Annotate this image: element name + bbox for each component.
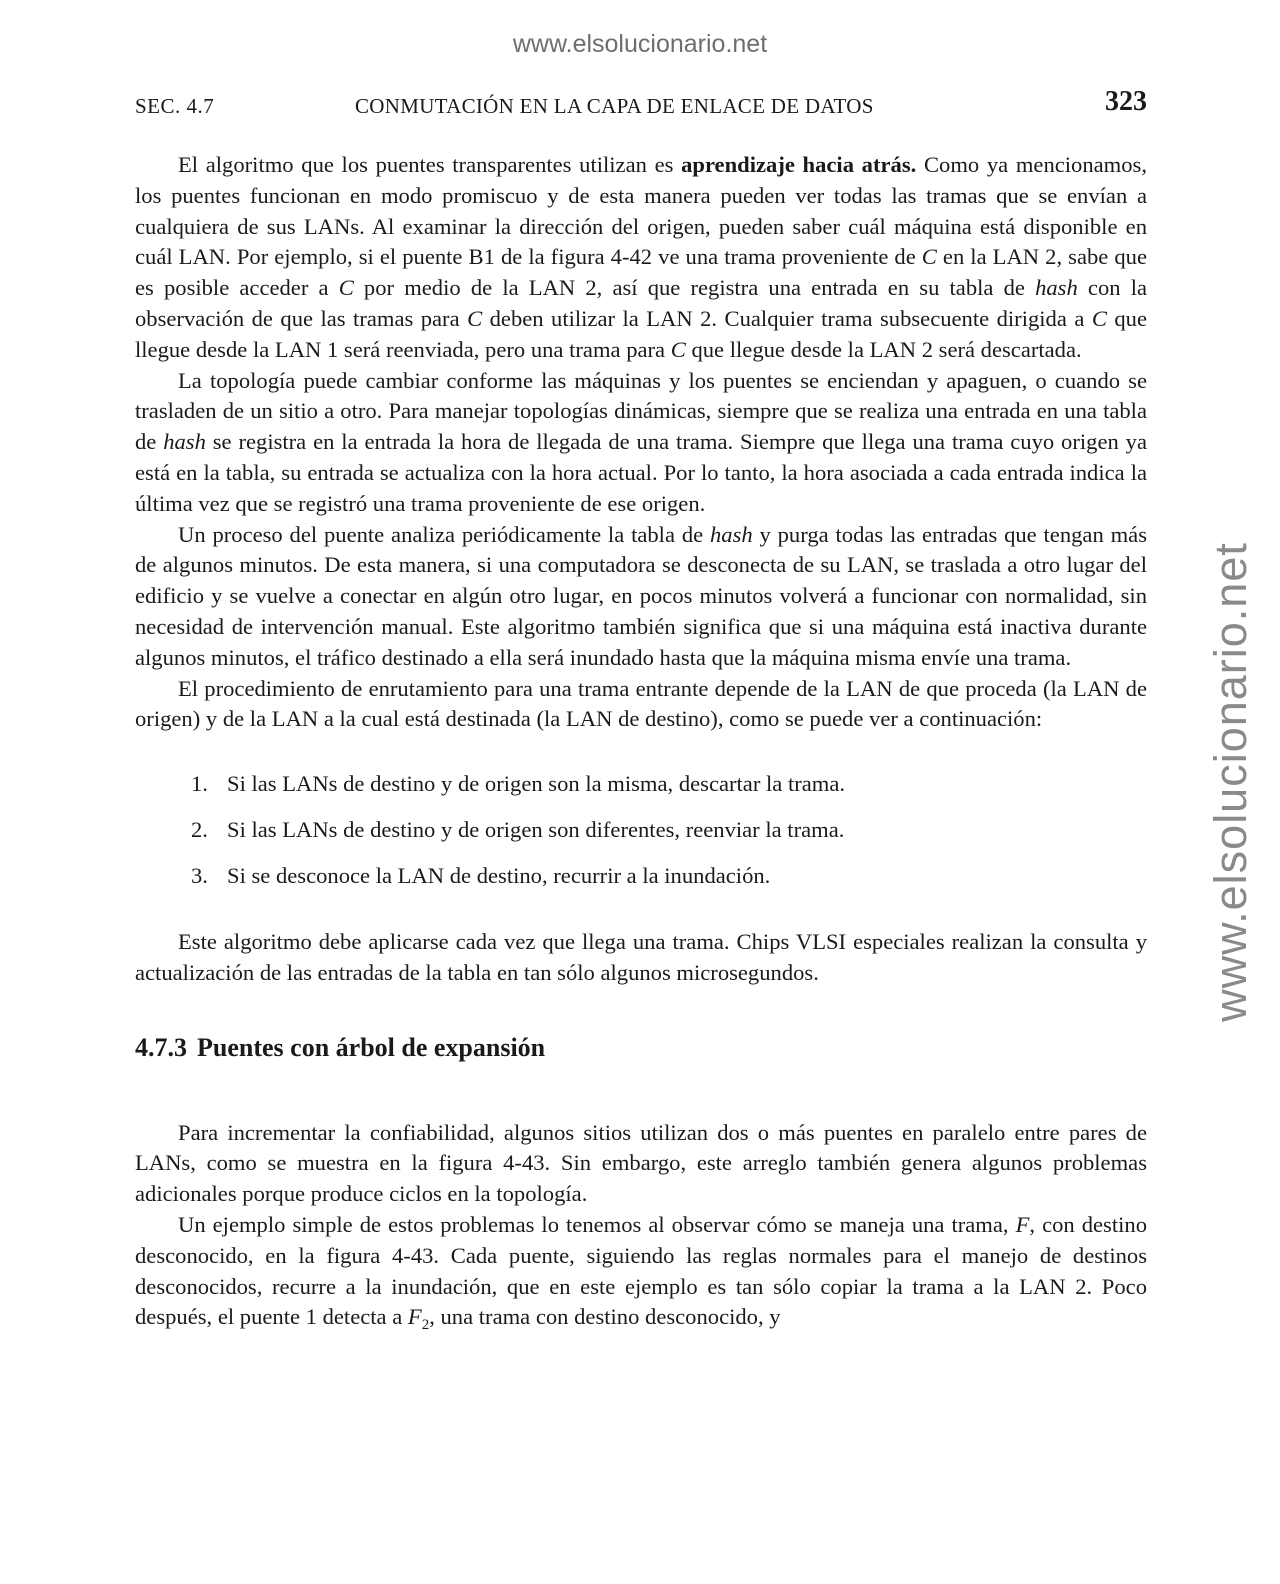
section-label: SEC. 4.7 [135, 94, 215, 118]
paragraph-1: El algoritmo que los puentes transparentes utilizan es aprendizaje hacia atrás. Como ya mencionamos, los puentes funcionan en modo promiscuo y de esta manera pueden ver todas las tramas que se envían a cualquiera de sus LANs. Al examinar la dirección del origen, pueden saber cuál máquina está disponible en cuál LAN. Por ejemplo, si el puente B1 de la figura 4-42 ve una trama proveniente de C en la LAN 2, sabe que es posible acceder a C por medio de la LAN 2, así que registra una entrada en su tabla de hash con la observación de que las tramas para C deben utilizar la LAN 2. Cualquier trama subsecuente dirigida a C que llegue desde la LAN 1 será reenviada, pero una trama para C que llegue desde la LAN 2 será descartada. [135, 152, 1148, 362]
watermark-side: www.elsolucionario.net [1205, 542, 1256, 1022]
paragraph-4: El procedimiento de enrutamiento para una trama entrante depende de la LAN de que proceda (la LAN de origen) y de la LAN a la cual está destinada (la LAN de destino), como se puede ver a continuación: [135, 675, 1147, 732]
list-item: 3. Si se desconoce la LAN de destino, recurrir a la inundación. [191, 863, 771, 889]
paragraph-7: Un ejemplo simple de estos problemas lo tenemos al observar cómo se maneja una trama, F, con destino desconocido, en la figura 4-43. Cada puente, siguiendo las reglas normales para el manejo de destinos desconocidos, recurre a la inundación, que en este ejemplo es tan sólo copiar la trama a la LAN 2. Poco después, el puente 1 detecta a $F_2$, una trama con destino desconocido, y [135, 1211, 1147, 1334]
paragraph-2: La topología puede cambiar conforme las máquinas y los puentes se enciendan y apaguen, o cuando se trasladen de un sitio a otro. Para manejar topologías dinámicas, siempre que se realiza una entrada en una tabla de hash se registra en la entrada la hora de llegada de una trama. Siempre que llega una trama cuyo origen ya está en la tabla, su entrada se actualiza con la hora actual. Por lo tanto, la hora asociada a cada entrada indica la última vez que se registró una trama proveniente de ese origen. [135, 367, 1147, 516]
running-head [135, 86, 1147, 126]
paragraph-3: Un proceso del puente analiza periódicamente la tabla de hash y purga todas las entradas que tengan más de algunos minutos. De esta manera, si una computadora se desconecta de su LAN, se traslada a otro lugar del edificio y se vuelve a conectar en algún otro lugar, en pocos minutos volverá a funcionar con normalidad, sin necesidad de intervención manual. Este algoritmo también significa que si una máquina está inactiva durante algunos minutos, el tráfico destinado a ella será inundado hasta que la máquina misma envíe una trama. [135, 521, 1147, 670]
chapter-title: CONMUTACIÓN EN LA CAPA DE ENLACE DE DATOS [355, 94, 874, 118]
section-heading: 4.7.3 Puentes con árbol de expansión [135, 1032, 546, 1062]
list-item: 2. Si las LANs de destino y de origen son diferentes, reenviar la trama. [191, 817, 845, 843]
paragraph-5: Este algoritmo debe aplicarse cada vez que llega una trama. Chips VLSI especiales realizan la consulta y actualización de las entradas de la tabla en tan sólo algunos microsegundos. [135, 929, 1147, 985]
key-term: aprendizaje hacia atrás. [681, 152, 917, 177]
list-item: 1. Si las LANs de destino y de origen son la misma, descartar la trama. [191, 771, 846, 797]
page-body [135, 150, 1147, 1333]
page-number: 323 [1105, 86, 1147, 117]
watermark-top: www.elsolucionario.net [512, 30, 768, 58]
paragraph-6: Para incrementar la confiabilidad, algunos sitios utilizan dos o más puentes en paralelo entre pares de LANs, como se muestra en la figura 4-43. Sin embargo, este arreglo también genera algunos problemas adicionales porque produce ciclos en la topología. [135, 1119, 1147, 1207]
routing-rules-list [135, 761, 1147, 899]
